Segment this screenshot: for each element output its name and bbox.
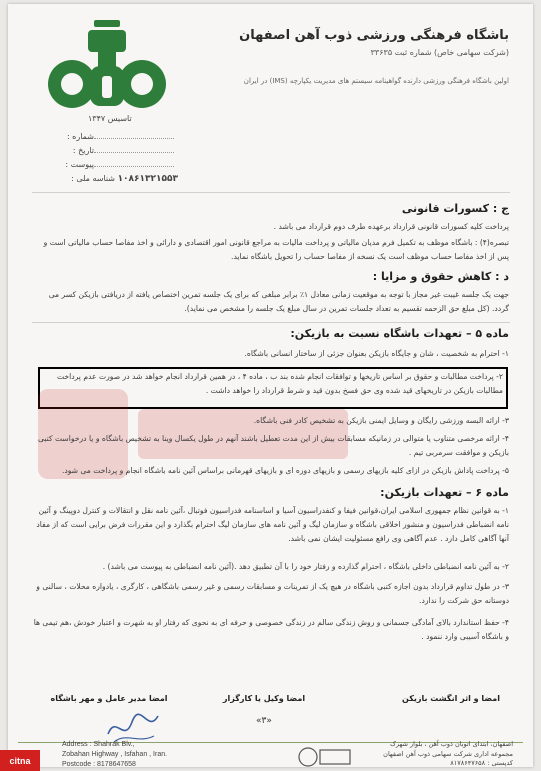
- club-logo-icon: [42, 18, 172, 114]
- certification-logos-icon: [298, 746, 353, 767]
- article-5-item: ۲- پرداخت مطالبات و حقوق بر اساس تاریخها و توافقات انجام شده بند ب ، ماده ۴ ، در همین قرارداد انجام خواهد شد در صورت عدم پرداخت مطالبات بازیکن در تاریخهای قید شده وی حق فسخ بدون قید و شرط قرارداد را خواهد داشت .: [56, 372, 503, 395]
- footer-address-line: Zobahan Highway , Isfahan , Iran.: [62, 751, 168, 758]
- number-row: [38, 132, 178, 141]
- page-number: «۳»: [256, 716, 272, 726]
- footer-address-line: اصفهان، ابتدای اتوبان ذوب آهن ، بلوار شهرک: [390, 740, 513, 748]
- section-c-text: پرداخت کلیه کسورات قانونی قرارداد برعهده طرف دوم قرارداد می باشد .: [273, 222, 509, 231]
- club-subtitle: (شرکت سهامی خاص) شماره ثبت ۳۳۶۳۵: [370, 48, 509, 57]
- article-5-item: ۴- ارائه مرخصی متناوب یا متوالی در زمانیکه مسابقات بیش از این مدت تعطیل باشند آنهم در طول یکسال وینا به تشخیص باشگاه و یا درخواست کتبی بازیکن و موافقت سرمربی تیم .: [38, 434, 509, 457]
- date-row: [38, 146, 178, 155]
- header-divider: [32, 192, 510, 193]
- footer-postcode-fa: کدپستی : ۸۱۷۸۶۴۷۶۵۸: [450, 759, 513, 767]
- article-5-item: ۳- ارائه البسه ورزشی رایگان و وسایل ایمنی بازیکن به تشخیص کادر فنی باشگاه.: [253, 416, 509, 425]
- footer-address-line: Address : Shahrak Blv.,: [62, 741, 135, 748]
- article-6-title: ماده ۶ – تعهدات بازیکن:: [380, 486, 509, 499]
- agent-signature-label: امضا وکیل یا کارگزار: [222, 694, 306, 703]
- ims-line: اولین باشگاه فرهنگی ورزشی دارنده گواهینامه سیستم های مدیریت یکپارچه (IMS) در ایران: [243, 77, 509, 85]
- national-id-label: شناسه ملی :: [71, 174, 116, 183]
- section-c-title: ج : کسورات قانونی: [401, 202, 509, 215]
- section-c-note: تبصره(۴) : باشگاه موظف به تکمیل فرم مدیان مالیاتی و پرداخت مالیات به مراجع قانونی امور اقتصادی و دارائی و اخذ مفاصا حساب مالیاتی است و پس از اخذ مفاصا حساب موظف است یک نسخه از مفاصا حساب را تحویل باشگاه نماید.: [43, 238, 509, 261]
- number-label: شماره :: [66, 132, 94, 141]
- footer-postcode: Postcode : 8178647658: [62, 761, 136, 767]
- club-name: باشگاه فرهنگی ورزشی ذوب آهن اصفهان: [239, 28, 509, 43]
- footer-address-en: [62, 740, 167, 767]
- article-6-item: ۱- به قوانین نظام جمهوری اسلامی ایران،قوانین فیفا و کنفدراسیون آسیا و اساسنامه فدراسیون فوتبال ،آئین نامه نقل و انتقالات و کنترل دوپینگ و آئین نامه انضباطی فدراسیون و منشور اخلاقی باشگاه و سازمان لیگ و آئین نامه های سازمان لیگ احترام بگذارد و این مقررات فرض برایی است که از مفاد آنها آگاهی کامل دارد . عدم آگاهی وی رافع مسئولیت ایشان نمی باشد.: [36, 506, 509, 543]
- article-5-item: ۱- احترام به شخصیت ، شان و جایگاه بازیکن بعنوان جزئی از ساختار انسانی باشگاه.: [244, 349, 509, 358]
- founded-label: تاسیس ۱۳۴۷: [88, 114, 132, 123]
- national-id-row: [38, 174, 178, 184]
- article-6-item: ۴- حفظ استاندارد بالای آمادگی جسمانی و روش زندگی سالم در زندگی خصوصی و حرفه ای به نحوی که رفتار او به شهرت و اعتبار خودش ،هم تیمی ها و باشگاه آسیبی وارد ننمود .: [33, 618, 509, 641]
- article-6-item: ۲- به آئین نامه انضباطی داخلی باشگاه ، احترام گذارده و رفتار خود را با آن تطبیق دهد .(آئین نامه انضباطی به پیوست می باشد) .: [102, 562, 509, 571]
- attachment-label: پیوست :: [65, 160, 94, 169]
- national-id-value: ۱۰۸۶۱۳۲۱۵۵۳: [117, 174, 178, 184]
- attachment-row: [38, 160, 178, 169]
- section-d-text: جهت یک جلسه غیبت غیر مجاز با توجه به موقعیت زمانی معادل ۱٪ برابر مبلغی که برای یک جلسه تمرین اختصاص یافته از دریافتی بازیکن کسر می گردد. (کل مبلغ حق الزحمه تقسیم به تعداد جلسات تمرین در سال مبلغ یک جلسه را مشخص می نماید).: [48, 290, 509, 313]
- section-divider: [32, 322, 510, 323]
- player-signature-label: امضا و اثر انگشت بازیکن: [402, 694, 500, 703]
- section-d-title: د : کاهش حقوق و مزایا :: [372, 270, 509, 283]
- date-label: تاریخ :: [72, 146, 94, 155]
- footer-address-line: مجموعه اداری شرکت سهامی ذوب آهن اصفهان: [383, 749, 513, 758]
- citna-watermark: citna: [0, 750, 40, 771]
- contract-page: [8, 4, 533, 767]
- manager-signature-label: امضا مدیر عامل و مهر باشگاه: [50, 694, 168, 703]
- article-5-title: ماده ۵ – تعهدات باشگاه نسبت به بازیکن:: [290, 327, 509, 340]
- article-6-item: ۳- در طول تداوم قرارداد بدون اجازه کتبی باشگاه در هیچ یک از تمرینات و مسابقات رسمی و غیر رسمی باشگاهی ، کارگری ، یادواره محلات ، سالنی و دوستانه حق شرکت را ندارد.: [36, 582, 509, 605]
- article-5-item: ۵- پرداخت پاداش بازیکن در ازای کلیه بازیهای رسمی و بازیهای دوره ای و بازیهای قهرمانی براساس آئین نامه باشگاه انجام و پرداخت می شود.: [61, 466, 509, 475]
